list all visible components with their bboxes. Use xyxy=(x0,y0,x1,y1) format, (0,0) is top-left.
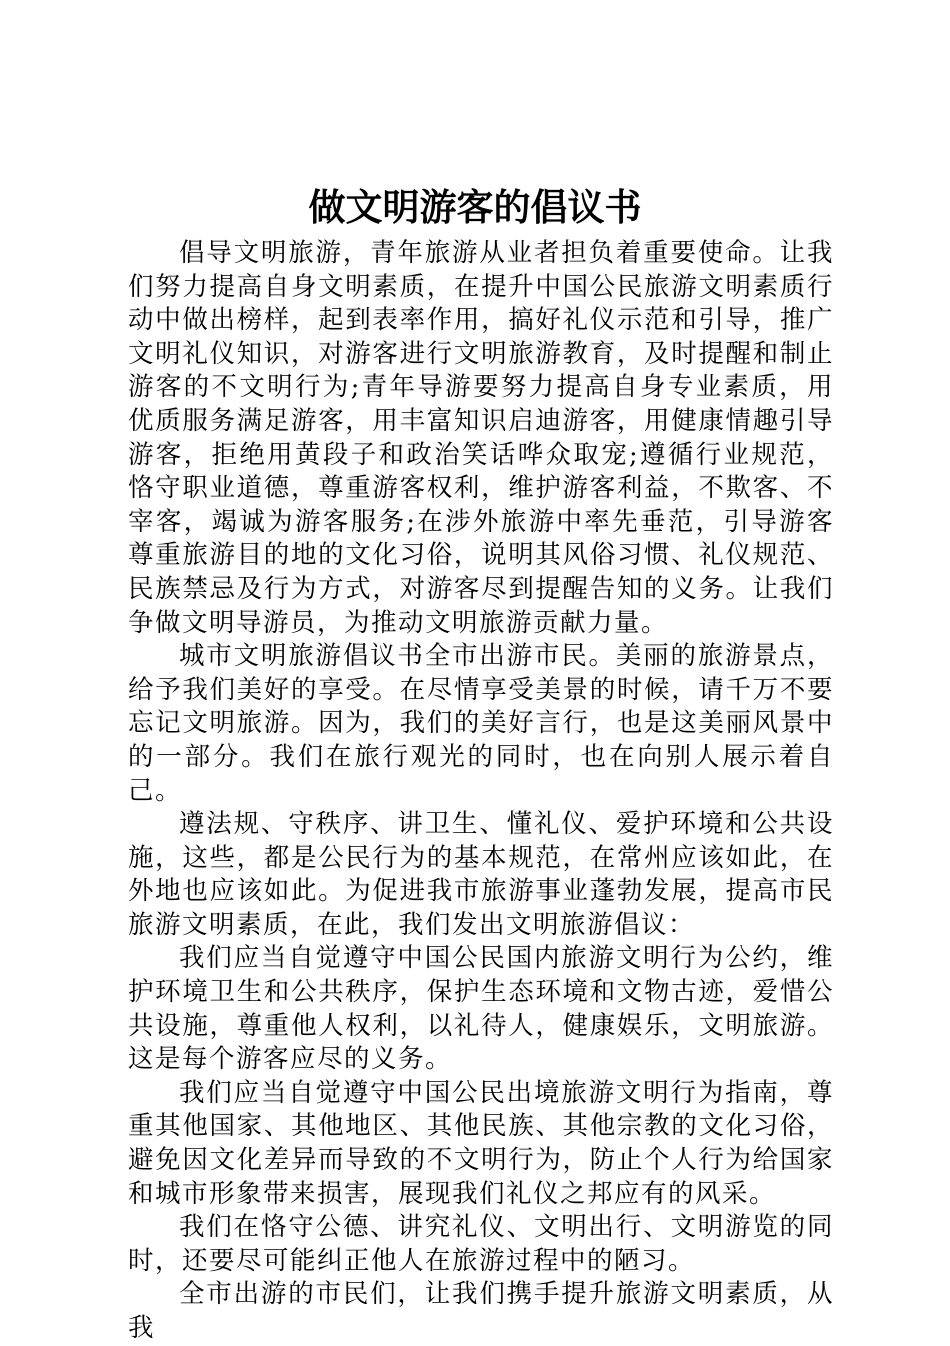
document-title: 做文明游客的倡议书 xyxy=(308,185,642,229)
document-body xyxy=(128,237,834,1346)
paragraph: 我们应当自觉遵守中国公民出境旅游文明行为指南，尊重其他国家、其他地区、其他民族、其他宗教的文化习俗，避免因文化差异而导致的不文明行为，防止个人行为给国家和城市形象带来损害，展现我们礼仪之邦应有的风采。 xyxy=(128,1077,834,1209)
paragraph: 我们在恪守公德、讲究礼仪、文明出行、文明游览的同时，还要尽可能纠正他人在旅游过程中的陋习。 xyxy=(128,1212,834,1276)
paragraph: 遵法规、守秩序、讲卫生、懂礼仪、爱护环境和公共设施，这些，都是公民行为的基本规范，在常州应该如此，在外地也应该如此。为促进我市旅游事业蓬勃发展，提高市民旅游文明素质，在此，我们发出文明旅游倡议： xyxy=(128,809,834,940)
paragraph: 我们应当自觉遵守中国公民国内旅游文明行为公约，维护环境卫生和公共秩序，保护生态环境和文物古迹，爱惜公共设施，尊重他人权利，以礼待人，健康娱乐，文明旅游。这是每个游客应尽的义务。 xyxy=(128,943,834,1075)
paragraph: 城市文明旅游倡议书全市出游市民。美丽的旅游景点，给予我们美好的享受。在尽情享受美景的时候，请千万不要忘记文明旅游。因为，我们的美好言行，也是这美丽风景中的一部分。我们在旅行观光的同时，也在向别人展示着自己。 xyxy=(128,641,834,806)
paragraph: 全市出游的市民们，让我们携手提升旅游文明素质，从我 xyxy=(128,1279,834,1343)
paragraph: 倡导文明旅游，青年旅游从业者担负着重要使命。让我们努力提高自身文明素质，在提升中国公民旅游文明素质行动中做出榜样，起到表率作用，搞好礼仪示范和引导，推广文明礼仪知识，对游客进行文明旅游教育，及时提醒和制止游客的不文明行为;青年导游要努力提高自身专业素质，用优质服务满足游客，用丰富知识启迪游客，用健康情趣引导游客，拒绝用黄段子和政治笑话哗众取宠;遵循行业规范，恪守职业道德，尊重游客权利，维护游客利益，不欺客、不宰客，竭诚为游客服务;在涉外旅游中率先垂范，引导游客尊重旅游目的地的文化习俗，说明其风俗习惯、礼仪规范、民族禁忌及行为方式，对游客尽到提醒告知的义务。让我们争做文明导游员，为推动文明旅游贡献力量。 xyxy=(128,238,834,638)
